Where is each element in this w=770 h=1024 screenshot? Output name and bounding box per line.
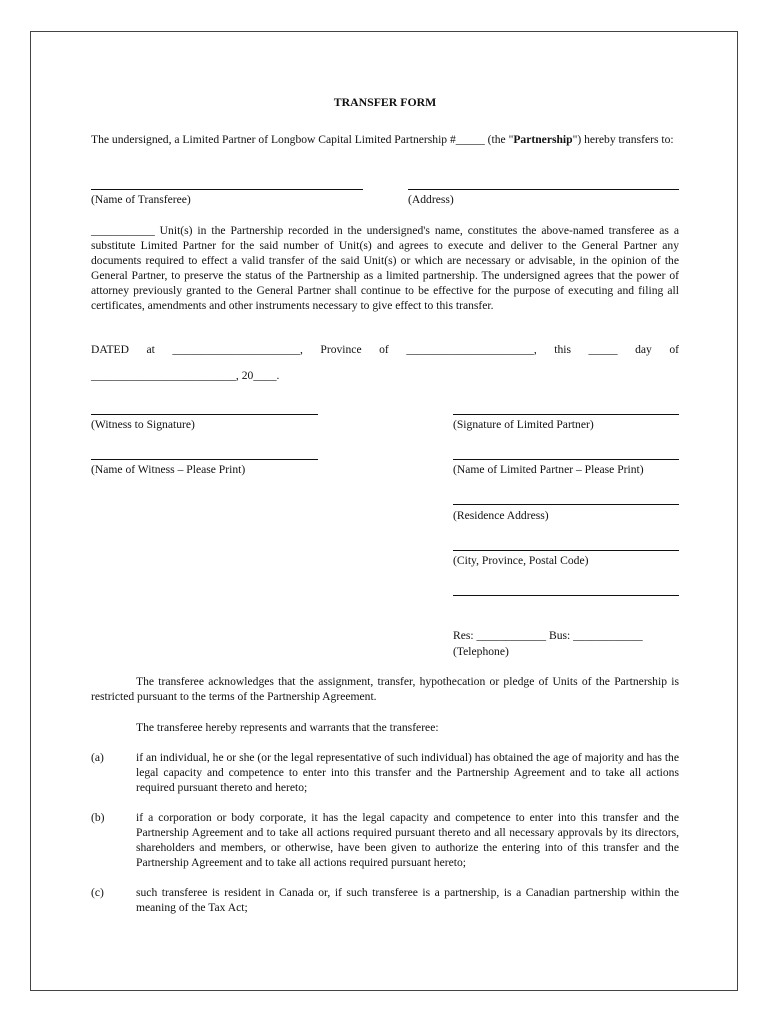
- city-province-line[interactable]: [453, 550, 679, 551]
- item-text-b: if a corporation or body corporate, it has the legal capacity and competence to enter into this transfer and the Partnership Agreement and to take all actions required pursuant thereto and all necessary approvals by its directors, shareholders and members, or otherwise, have been given to authorize the entering into of this transfer and the Partnership Agreement and to take all actions required pursuant hereto;: [136, 811, 679, 869]
- dated-line-1: DATED at ______________________, Province of ______________________, this _____ day of: [91, 343, 679, 356]
- transferee-name-label: (Name of Transferee): [91, 193, 191, 206]
- witness-name-label: (Name of Witness – Please Print): [91, 463, 246, 476]
- intro-bold-term: Partnership: [513, 133, 573, 146]
- transferee-address-line[interactable]: [408, 189, 679, 190]
- units-paragraph: ___________ Unit(s) in the Partnership recorded in the undersigned's name, constitutes the above-named transferee as a substitute Limited Partner for the said number of Unit(s) and agrees to execute and deliver to the General Partner any documents required to effect a valid transfer of the said Unit(s) or which are necessary or advisable, in the opinion of the General Partner, to preserve the status of the Partnership as a limited partnership. The undersigned agrees that the power of attorney previously granted to the General Partner shall continue to be effective for the purpose of executing and filing all certificates, amendments and other instruments necessary to give effect to this transfer.: [91, 224, 679, 312]
- telephone-label: (Telephone): [453, 645, 509, 658]
- represents-paragraph: The transferee hereby represents and warrants that the transferee:: [136, 721, 439, 734]
- intro-paragraph: [91, 132, 679, 147]
- res-bus-phone-line[interactable]: Res: ____________ Bus: ____________: [453, 629, 643, 642]
- witness-signature-line[interactable]: [91, 414, 318, 415]
- transferee-name-line[interactable]: [91, 189, 363, 190]
- item-text-a: if an individual, he or she (or the legal representative of such individual) has obtained the age of majority and has the legal capacity and competence to enter into this transfer and the Partnership Agreement and to take all actions required pursuant thereto and hereto;: [136, 751, 679, 794]
- intro-text-after: ") hereby transfers to:: [572, 133, 674, 146]
- form-title: TRANSFER FORM: [333, 95, 437, 109]
- item-label-b: (b): [91, 811, 105, 824]
- lp-signature-label: (Signature of Limited Partner): [453, 418, 594, 431]
- acknowledgement-paragraph: The transferee acknowledges that the assignment, transfer, hypothecation or pledge of Units of the Partnership is restricted pursuant to the terms of the Partnership Agreement.: [91, 675, 679, 703]
- witness-signature-label: (Witness to Signature): [91, 418, 195, 431]
- residence-address-line[interactable]: [453, 504, 679, 505]
- witness-name-line[interactable]: [91, 459, 318, 460]
- dated-line-2: _________________________, 20____.: [91, 369, 280, 382]
- item-label-c: (c): [91, 886, 104, 899]
- lp-signature-line[interactable]: [453, 414, 679, 415]
- city-province-label: (City, Province, Postal Code): [453, 554, 589, 567]
- extra-address-line[interactable]: [453, 595, 679, 596]
- item-label-a: (a): [91, 751, 104, 764]
- residence-address-label: (Residence Address): [453, 509, 549, 522]
- transferee-address-label: (Address): [408, 193, 454, 206]
- intro-text-before: The undersigned, a Limited Partner of Longbow Capital Limited Partnership #_____ (the ": [91, 133, 514, 146]
- document-page: [30, 31, 738, 991]
- lp-name-label: (Name of Limited Partner – Please Print): [453, 463, 644, 476]
- lp-name-line[interactable]: [453, 459, 679, 460]
- item-text-c: such transferee is resident in Canada or, if such transferee is a partnership, is a Canadian partnership within the meaning of the Tax Act;: [136, 886, 679, 914]
